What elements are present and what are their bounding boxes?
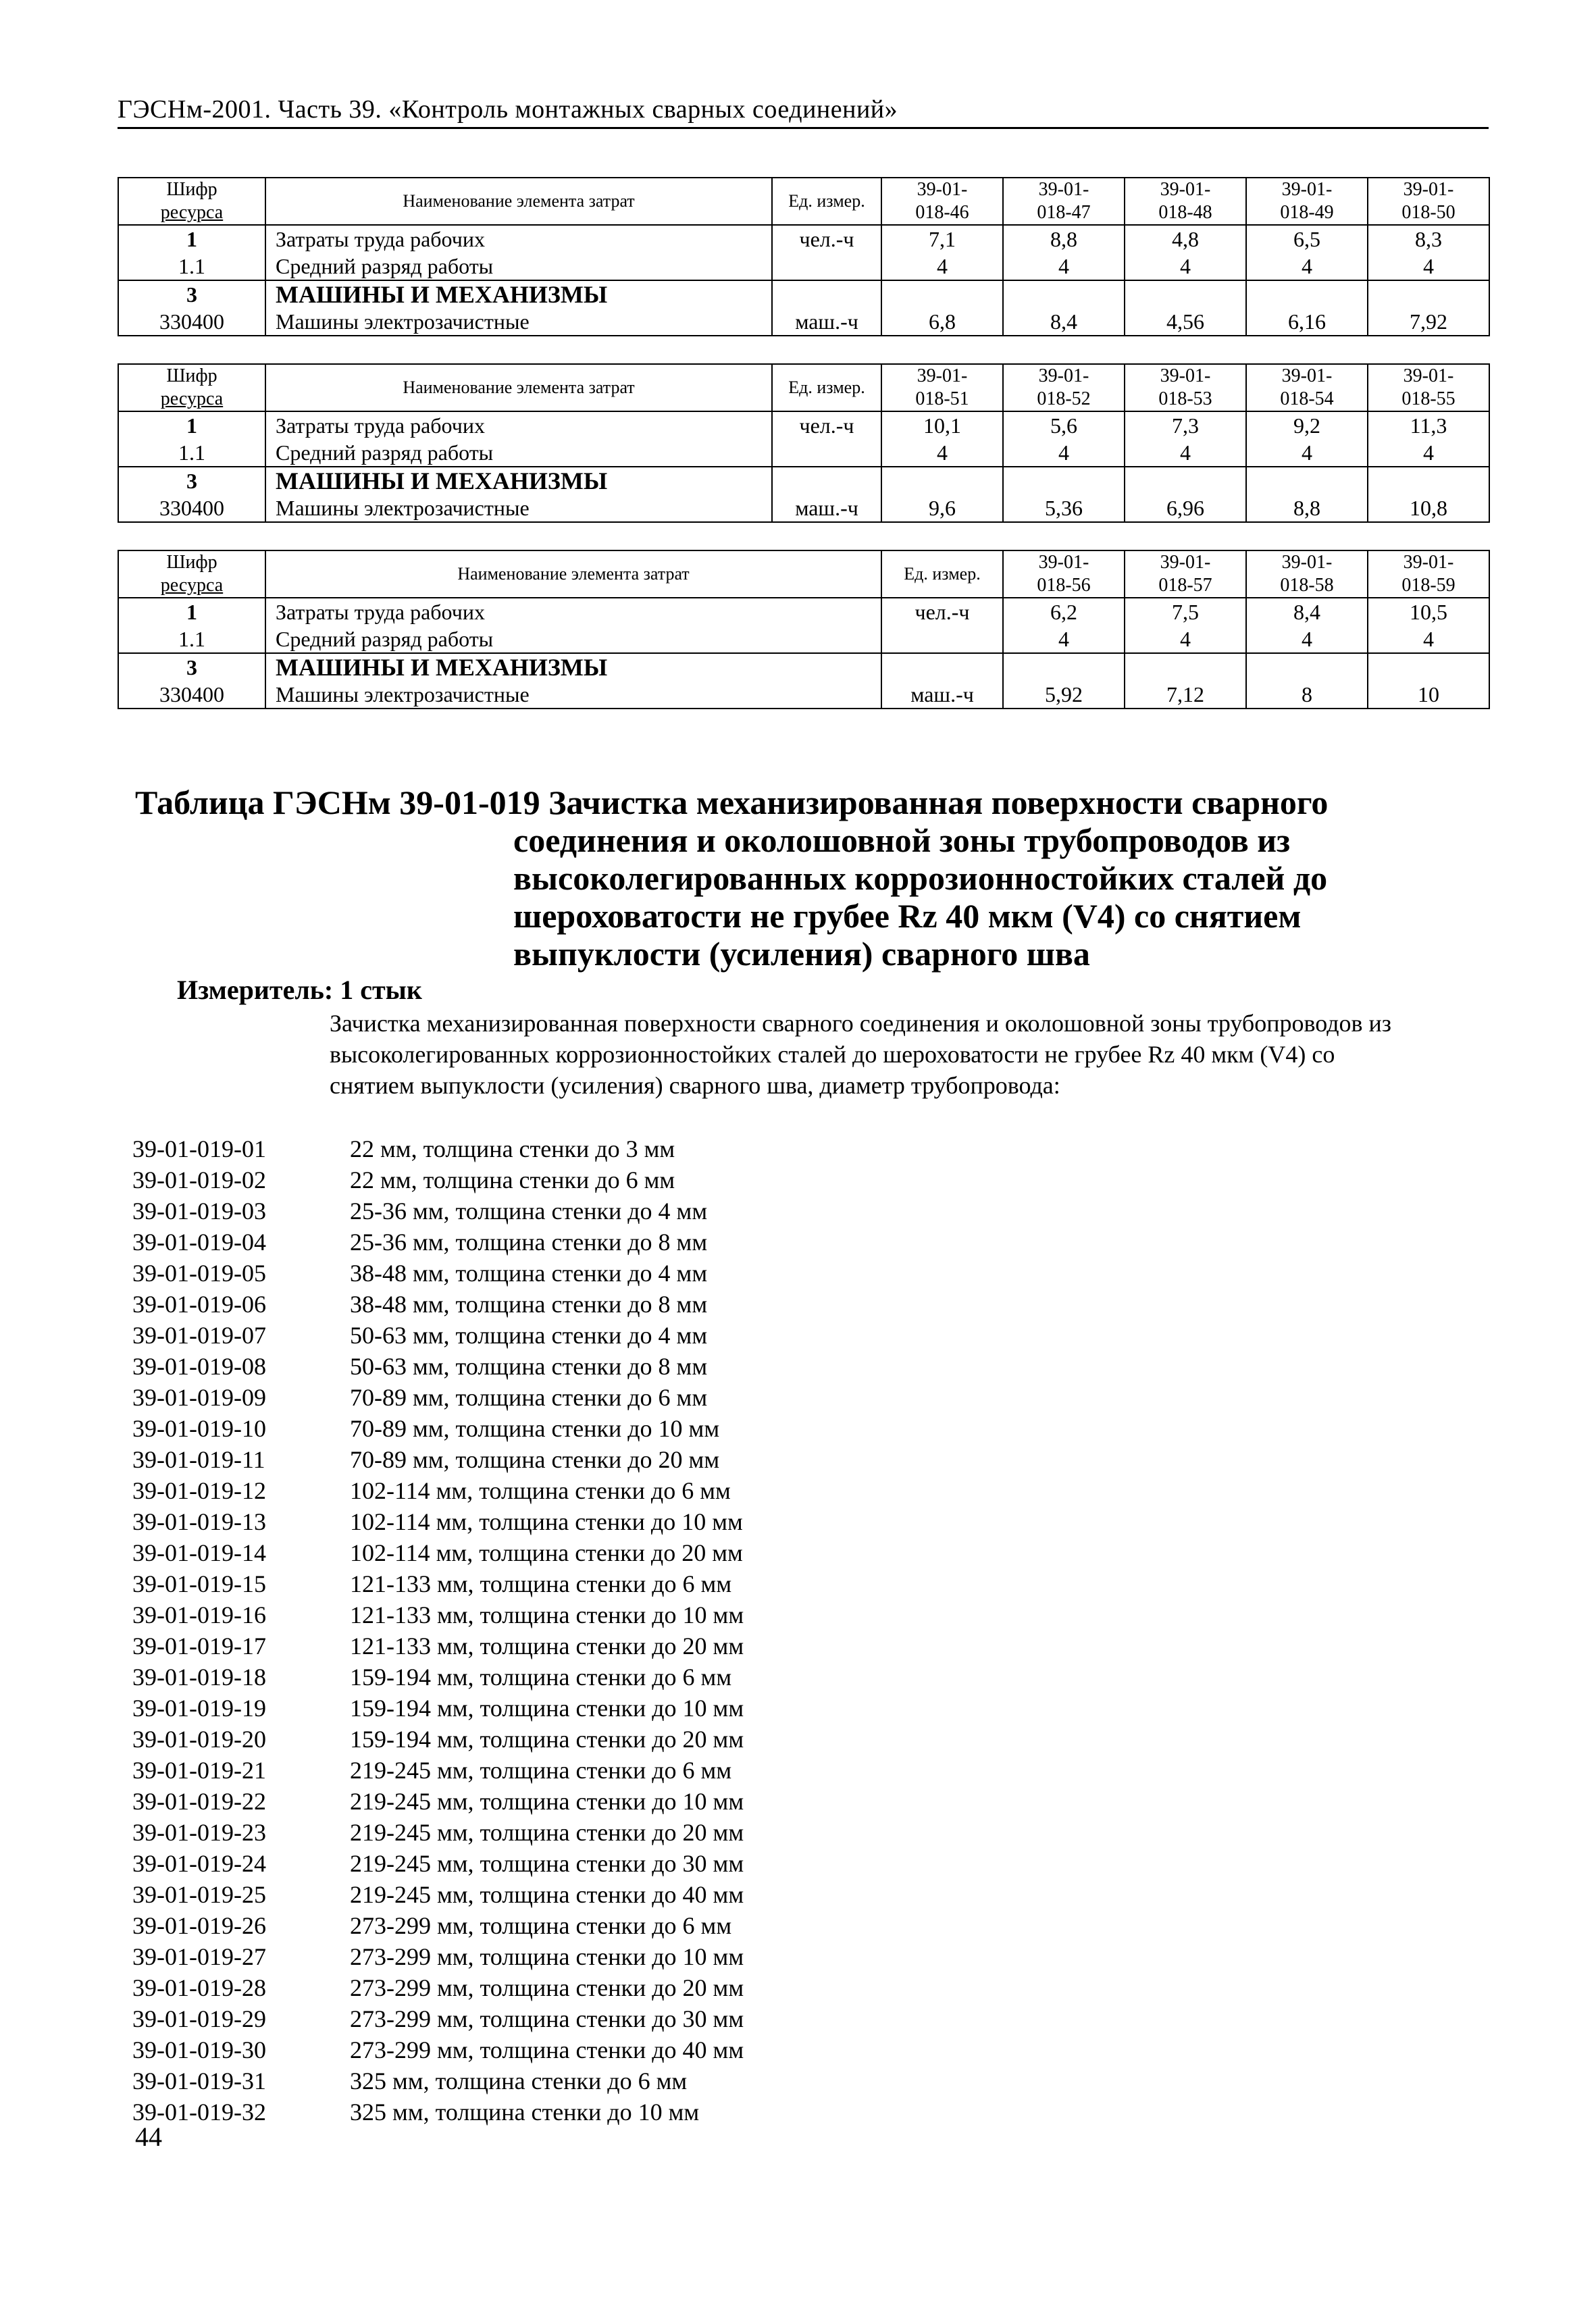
item-code: 39-01-019-14 — [132, 1539, 266, 1566]
cell-value: 4 — [1003, 439, 1125, 467]
list-item — [132, 1164, 1416, 1195]
header-resource-code: 39-01- 018-52 — [1003, 364, 1125, 411]
cell-value: 4 — [1368, 253, 1489, 280]
header-resource-code: 39-01- 018-54 — [1246, 364, 1368, 411]
item-text: 25-36 мм, толщина стенки до 4 мм — [350, 1198, 708, 1225]
cell-value: 4 — [1246, 253, 1368, 280]
cell-value: 8,4 — [1003, 308, 1125, 336]
list-item — [132, 1351, 1416, 1382]
list-item — [132, 1910, 1416, 1941]
list-item — [132, 1289, 1416, 1320]
item-code: 39-01-019-15 — [132, 1570, 266, 1597]
row-code: 3 — [118, 280, 265, 308]
row-code: 330400 — [118, 494, 265, 522]
list-item — [132, 1724, 1416, 1755]
row-code: 1.1 — [118, 625, 265, 653]
item-text: 38-48 мм, толщина стенки до 8 мм — [350, 1291, 708, 1318]
cell-value: 4 — [1368, 439, 1489, 467]
header-resource-code: 39-01- 018-59 — [1368, 550, 1489, 598]
item-code: 39-01-019-06 — [132, 1291, 266, 1318]
list-item — [132, 1413, 1416, 1444]
table-header-row — [118, 550, 1489, 598]
page-number: 44 — [135, 2122, 162, 2152]
item-code: 39-01-019-02 — [132, 1166, 266, 1193]
row-code: 330400 — [118, 308, 265, 336]
cell-value: 10,8 — [1368, 494, 1489, 522]
header-unit: Ед. измер. — [772, 178, 881, 225]
page-header-text: ГЭСНм-2001. Часть 39. «Контроль монтажных сварных соединений» — [118, 95, 898, 124]
item-code: 39-01-019-18 — [132, 1664, 266, 1691]
row-name: Средний разряд работы — [265, 253, 772, 280]
row-code: 330400 — [118, 681, 265, 709]
table-row — [118, 280, 1489, 308]
resource-table-3 — [118, 550, 1490, 709]
item-text: 102-114 мм, толщина стенки до 10 мм — [350, 1508, 743, 1535]
item-text: 38-48 мм, толщина стенки до 4 мм — [350, 1260, 708, 1287]
row-name: Затраты труда рабочих — [265, 598, 881, 625]
item-text: 219-245 мм, толщина стенки до 6 мм — [350, 1757, 732, 1784]
item-code: 39-01-019-17 — [132, 1632, 266, 1660]
cell-value: 8,8 — [1246, 494, 1368, 522]
list-item — [132, 1693, 1416, 1724]
list-item — [132, 1568, 1416, 1599]
page-header — [118, 95, 1489, 129]
list-item — [132, 1848, 1416, 1879]
item-text: 325 мм, толщина стенки до 10 мм — [350, 2099, 700, 2126]
cell-value: 4 — [1368, 625, 1489, 653]
list-item — [132, 2097, 1416, 2128]
cell-value: 6,96 — [1125, 494, 1246, 522]
cell-value: 4 — [881, 439, 1003, 467]
table-row — [118, 439, 1489, 467]
table-row — [118, 225, 1489, 253]
item-code: 39-01-019-11 — [132, 1446, 265, 1473]
cell-value: 4 — [1246, 625, 1368, 653]
item-code: 39-01-019-05 — [132, 1260, 266, 1287]
row-unit — [772, 439, 881, 467]
table-row — [118, 467, 1489, 494]
item-code: 39-01-019-26 — [132, 1912, 266, 1939]
item-code: 39-01-019-31 — [132, 2067, 266, 2094]
item-text: 273-299 мм, толщина стенки до 20 мм — [350, 1974, 744, 2001]
row-unit: маш.-ч — [881, 681, 1003, 709]
row-unit: чел.-ч — [772, 411, 881, 439]
cell-value: 8,4 — [1246, 598, 1368, 625]
cell-value: 9,6 — [881, 494, 1003, 522]
cell-value: 8,8 — [1003, 225, 1125, 253]
cell-value: 4,8 — [1125, 225, 1246, 253]
cell-value: 7,3 — [1125, 411, 1246, 439]
item-code: 39-01-019-32 — [132, 2099, 266, 2126]
item-text: 70-89 мм, толщина стенки до 6 мм — [350, 1384, 708, 1411]
cell-value: 7,92 — [1368, 308, 1489, 336]
item-text: 70-89 мм, толщина стенки до 20 мм — [350, 1446, 720, 1473]
row-unit: чел.-ч — [881, 598, 1003, 625]
row-name: Затраты труда рабочих — [265, 411, 772, 439]
header-resource-code: 39-01- 018-58 — [1246, 550, 1368, 598]
item-text: 159-194 мм, толщина стенки до 6 мм — [350, 1664, 732, 1691]
item-text: 121-133 мм, толщина стенки до 10 мм — [350, 1601, 744, 1628]
item-text: 25-36 мм, толщина стенки до 8 мм — [350, 1229, 708, 1256]
row-code: 1 — [118, 598, 265, 625]
item-text: 219-245 мм, толщина стенки до 40 мм — [350, 1881, 744, 1908]
item-code: 39-01-019-29 — [132, 2005, 266, 2032]
item-text: 50-63 мм, толщина стенки до 4 мм — [350, 1322, 708, 1349]
header-resource-code: 39-01- 018-49 — [1246, 178, 1368, 225]
section-intro: Зачистка механизированная поверхности сварного соединения и околошовной зоны трубопроводов из высоколегированных коррозионностойких сталей до шероховатости не грубее Rz 40 мкм (V4) со снятием выпуклости (усиления) сварного шва, диаметр трубопровода: — [330, 1010, 1392, 1099]
header-resource-code: 39-01- 018-51 — [881, 364, 1003, 411]
row-unit: маш.-ч — [772, 308, 881, 336]
header-code: Шифр ресурса — [118, 364, 265, 411]
cell-value: 4 — [1003, 253, 1125, 280]
table-row — [118, 253, 1489, 280]
cell-value: 10 — [1368, 681, 1489, 709]
header-code: Шифр ресурса — [118, 178, 265, 225]
resource-table-1 — [118, 177, 1490, 336]
section-title-line: Таблица ГЭСНм 39-01-019 Зачистка механизированная поверхности сварного — [135, 783, 1329, 821]
list-item — [132, 1444, 1416, 1475]
row-unit — [881, 625, 1003, 653]
header-resource-code: 39-01- 018-57 — [1125, 550, 1246, 598]
cell-value: 4 — [1125, 439, 1246, 467]
list-item — [132, 1630, 1416, 1662]
row-code: 1 — [118, 411, 265, 439]
item-text: 273-299 мм, толщина стенки до 10 мм — [350, 1943, 744, 1970]
item-code: 39-01-019-27 — [132, 1943, 266, 1970]
section-title-line: выпуклости (усиления) сварного шва — [513, 935, 1090, 973]
header-resource-code: 39-01- 018-50 — [1368, 178, 1489, 225]
cell-value: 5,92 — [1003, 681, 1125, 709]
item-list — [132, 1133, 1416, 2128]
list-item — [132, 1941, 1416, 1972]
section-heading: МАШИНЫ И МЕХАНИЗМЫ — [265, 467, 772, 494]
row-code: 3 — [118, 467, 265, 494]
section-title-line: соединения и околошовной зоны трубопроводов из — [513, 821, 1291, 859]
row-code: 3 — [118, 653, 265, 681]
table-row — [118, 308, 1489, 336]
list-item — [132, 1755, 1416, 1786]
item-code: 39-01-019-01 — [132, 1135, 266, 1162]
row-code: 1.1 — [118, 253, 265, 280]
row-unit: чел.-ч — [772, 225, 881, 253]
item-code: 39-01-019-13 — [132, 1508, 266, 1535]
item-code: 39-01-019-23 — [132, 1819, 266, 1846]
list-item — [132, 1537, 1416, 1568]
item-code: 39-01-019-04 — [132, 1229, 266, 1256]
cell-value: 10,1 — [881, 411, 1003, 439]
item-code: 39-01-019-19 — [132, 1695, 266, 1722]
header-unit: Ед. измер. — [881, 550, 1003, 598]
item-text: 22 мм, толщина стенки до 6 мм — [350, 1166, 675, 1193]
table-header-row — [118, 364, 1489, 411]
list-item — [132, 1195, 1416, 1227]
row-name: Машины электрозачистные — [265, 308, 772, 336]
item-code: 39-01-019-03 — [132, 1198, 266, 1225]
cell-value: 4 — [881, 253, 1003, 280]
cell-value: 4,56 — [1125, 308, 1246, 336]
cell-value: 10,5 — [1368, 598, 1489, 625]
cell-value: 4 — [1246, 439, 1368, 467]
list-item — [132, 1320, 1416, 1351]
section-heading: МАШИНЫ И МЕХАНИЗМЫ — [265, 653, 881, 681]
item-text: 121-133 мм, толщина стенки до 20 мм — [350, 1632, 744, 1660]
section-title-line: высоколегированных коррозионностойких сталей до — [513, 859, 1328, 897]
cell-value: 6,5 — [1246, 225, 1368, 253]
table-row — [118, 625, 1489, 653]
resource-table-2 — [118, 363, 1490, 523]
row-code: 1.1 — [118, 439, 265, 467]
item-code: 39-01-019-22 — [132, 1788, 266, 1815]
item-text: 273-299 мм, толщина стенки до 6 мм — [350, 1912, 732, 1939]
list-item — [132, 1786, 1416, 1817]
list-item — [132, 1972, 1416, 2003]
cell-value: 9,2 — [1246, 411, 1368, 439]
item-text: 273-299 мм, толщина стенки до 40 мм — [350, 2036, 744, 2063]
row-name: Средний разряд работы — [265, 625, 881, 653]
item-code: 39-01-019-12 — [132, 1477, 266, 1504]
item-text: 50-63 мм, толщина стенки до 8 мм — [350, 1353, 708, 1380]
item-text: 102-114 мм, толщина стенки до 20 мм — [350, 1539, 743, 1566]
header-resource-code: 39-01- 018-48 — [1125, 178, 1246, 225]
header-unit: Ед. измер. — [772, 364, 881, 411]
header-code: Шифр ресурса — [118, 550, 265, 598]
item-text: 22 мм, толщина стенки до 3 мм — [350, 1135, 675, 1162]
header-name: Наименование элемента затрат — [265, 364, 772, 411]
header-resource-code: 39-01- 018-53 — [1125, 364, 1246, 411]
row-code: 1 — [118, 225, 265, 253]
item-text: 70-89 мм, толщина стенки до 10 мм — [350, 1415, 720, 1442]
item-code: 39-01-019-20 — [132, 1726, 266, 1753]
list-item — [132, 1506, 1416, 1537]
cell-value: 7,5 — [1125, 598, 1246, 625]
item-code: 39-01-019-24 — [132, 1850, 266, 1877]
item-text: 159-194 мм, толщина стенки до 10 мм — [350, 1695, 744, 1722]
list-item — [132, 1258, 1416, 1289]
header-name: Наименование элемента затрат — [265, 178, 772, 225]
item-text: 219-245 мм, толщина стенки до 30 мм — [350, 1850, 744, 1877]
cell-value: 8,3 — [1368, 225, 1489, 253]
item-code: 39-01-019-28 — [132, 1974, 266, 2001]
list-item — [132, 1817, 1416, 1848]
cell-value: 4 — [1003, 625, 1125, 653]
item-text: 325 мм, толщина стенки до 6 мм — [350, 2067, 688, 2094]
list-item — [132, 1382, 1416, 1413]
cell-value: 7,12 — [1125, 681, 1246, 709]
cell-value: 6,2 — [1003, 598, 1125, 625]
item-code: 39-01-019-25 — [132, 1881, 266, 1908]
item-text: 273-299 мм, толщина стенки до 30 мм — [350, 2005, 744, 2032]
cell-value: 8 — [1246, 681, 1368, 709]
item-text: 102-114 мм, толщина стенки до 6 мм — [350, 1477, 731, 1504]
table-row — [118, 598, 1489, 625]
row-unit: маш.-ч — [772, 494, 881, 522]
table-row — [118, 653, 1489, 681]
measure-unit: Измеритель: 1 стык — [177, 975, 422, 1005]
list-item — [132, 1879, 1416, 1910]
table-row — [118, 681, 1489, 709]
table-header-row — [118, 178, 1489, 225]
list-item — [132, 1662, 1416, 1693]
row-unit — [772, 253, 881, 280]
section-title-line: шероховатости не грубее Rz 40 мкм (V4) со снятием — [513, 897, 1302, 935]
header-resource-code: 39-01- 018-56 — [1003, 550, 1125, 598]
table-row — [118, 411, 1489, 439]
item-code: 39-01-019-10 — [132, 1415, 266, 1442]
cell-value: 6,16 — [1246, 308, 1368, 336]
list-item — [132, 2065, 1416, 2097]
header-resource-code: 39-01- 018-55 — [1368, 364, 1489, 411]
list-item — [132, 2034, 1416, 2065]
section-heading: МАШИНЫ И МЕХАНИЗМЫ — [265, 280, 772, 308]
list-item — [132, 1133, 1416, 1164]
header-resource-code: 39-01- 018-47 — [1003, 178, 1125, 225]
item-code: 39-01-019-07 — [132, 1322, 266, 1349]
header-name: Наименование элемента затрат — [265, 550, 881, 598]
row-name: Затраты труда рабочих — [265, 225, 772, 253]
cell-value: 5,36 — [1003, 494, 1125, 522]
item-code: 39-01-019-08 — [132, 1353, 266, 1380]
cell-value: 6,8 — [881, 308, 1003, 336]
item-code: 39-01-019-16 — [132, 1601, 266, 1628]
list-item — [132, 1227, 1416, 1258]
item-text: 219-245 мм, толщина стенки до 20 мм — [350, 1819, 744, 1846]
item-code: 39-01-019-21 — [132, 1757, 266, 1784]
cell-value: 11,3 — [1368, 411, 1489, 439]
item-text: 121-133 мм, толщина стенки до 6 мм — [350, 1570, 732, 1597]
item-code: 39-01-019-09 — [132, 1384, 266, 1411]
row-name: Средний разряд работы — [265, 439, 772, 467]
table-row — [118, 494, 1489, 522]
row-name: Машины электрозачистные — [265, 494, 772, 522]
list-item — [132, 1599, 1416, 1630]
list-item — [132, 2003, 1416, 2034]
section-title — [135, 783, 1486, 973]
cell-value: 4 — [1125, 253, 1246, 280]
item-text: 219-245 мм, толщина стенки до 10 мм — [350, 1788, 744, 1815]
header-resource-code: 39-01- 018-46 — [881, 178, 1003, 225]
row-name: Машины электрозачистные — [265, 681, 881, 709]
list-item — [132, 1475, 1416, 1506]
cell-value: 5,6 — [1003, 411, 1125, 439]
item-code: 39-01-019-30 — [132, 2036, 266, 2063]
cell-value: 7,1 — [881, 225, 1003, 253]
cell-value: 4 — [1125, 625, 1246, 653]
item-text: 159-194 мм, толщина стенки до 20 мм — [350, 1726, 744, 1753]
